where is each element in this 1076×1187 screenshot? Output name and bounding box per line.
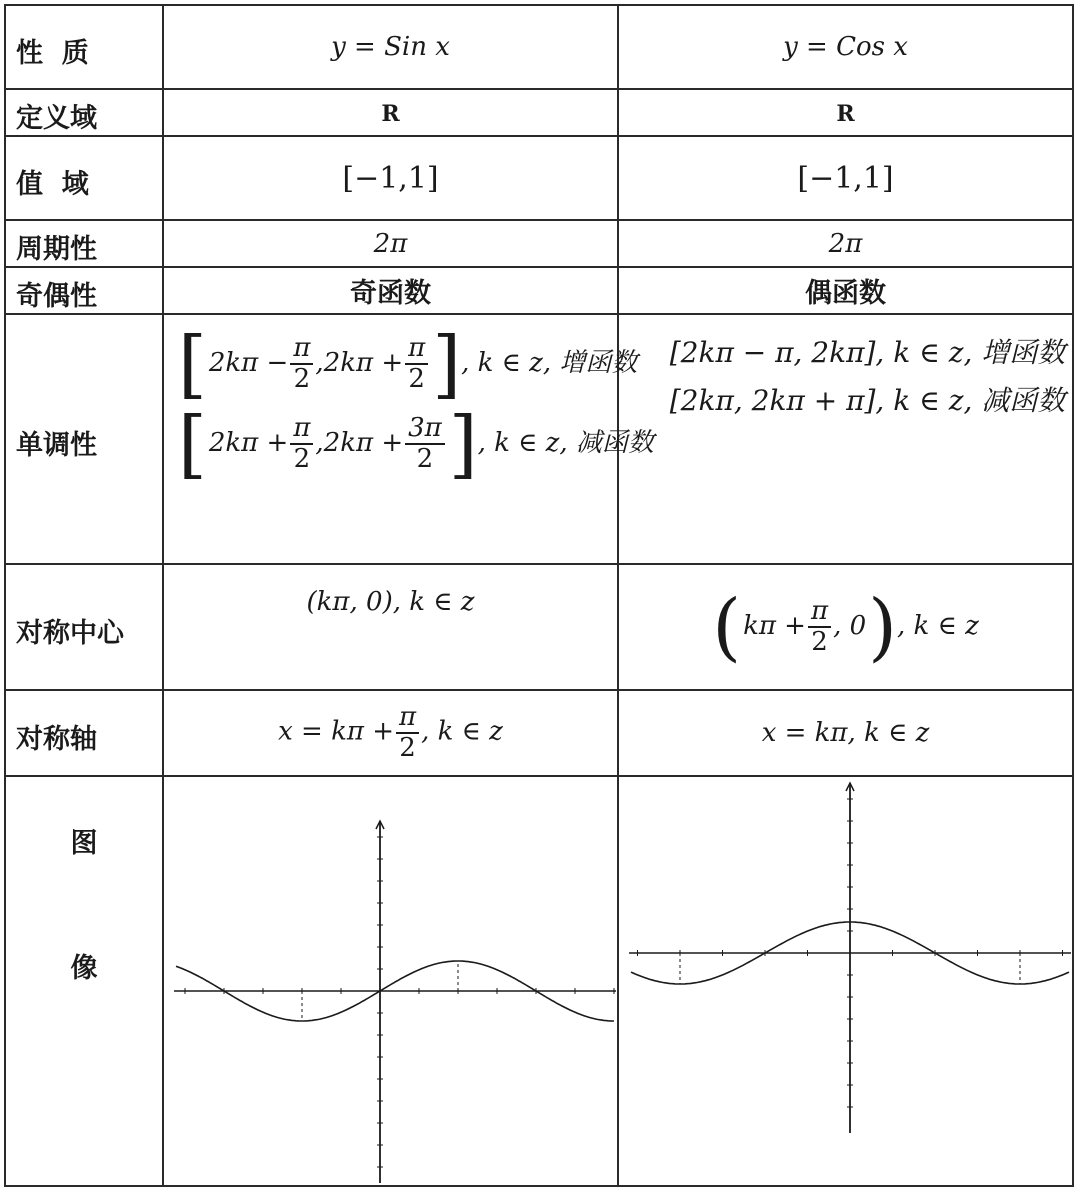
graph-label [5, 776, 163, 1186]
period-sin-value: 2π [163, 220, 618, 267]
monotonicity-label: 单调性 [5, 314, 163, 564]
monotonicity-cos [618, 314, 1073, 564]
center-cos-value: (kπ + $\frac{\pi}{2}$ , 0), k ∈ z [618, 564, 1073, 690]
sin-increasing-interval: [2kπ − $\frac{\pi}{2}$ ,2kπ + $\frac{\pi}{2}$ ], k ∈ z, 增函数 [178, 321, 638, 407]
center-sin-value: (kπ, 0), k ∈ z [306, 587, 475, 617]
row-graph [5, 776, 1073, 1186]
row-domain [5, 89, 1073, 136]
sin-graph-cell [163, 776, 618, 1186]
period-cos-value: 2π [618, 220, 1073, 267]
domain-label: 定义域 [5, 89, 163, 136]
graph-label-top: 图 [70, 828, 98, 859]
header-cos: y = Cos x [618, 5, 1073, 89]
graph-label-bottom: 像 [70, 953, 98, 984]
range-label: 值 域 [5, 136, 163, 220]
parity-sin-value: 奇函数 [350, 278, 431, 309]
domain-cos-value: R [836, 100, 855, 127]
row-period [5, 220, 1073, 267]
monotonicity-sin [163, 314, 654, 564]
domain-sin-value: R [381, 100, 400, 127]
trig-properties-table [4, 4, 1074, 1187]
row-monotonicity [5, 314, 1073, 564]
cos-increasing-interval: [2kπ − π, 2kπ], k ∈ z, 增函数 [669, 336, 1066, 369]
row-symmetry-center [5, 564, 1073, 690]
cos-decreasing-interval: [2kπ, 2kπ + π], k ∈ z, 减函数 [669, 384, 1066, 417]
symmetry-axis-label: 对称轴 [5, 690, 163, 776]
row-range [5, 136, 1073, 220]
range-cos-value: [−1,1] [797, 160, 894, 196]
header-property-label: 性 质 [5, 5, 163, 89]
cos-graph [619, 777, 1072, 1185]
header-row [5, 5, 1073, 89]
symmetry-center-label: 对称中心 [5, 564, 163, 690]
range-sin-value: [−1,1] [342, 160, 439, 196]
row-parity [5, 267, 1073, 314]
period-label: 周期性 [5, 220, 163, 267]
parity-cos-value: 偶函数 [805, 278, 886, 309]
row-symmetry-axis [5, 690, 1073, 776]
parity-label: 奇偶性 [5, 267, 163, 314]
cos-graph-cell [618, 776, 1073, 1186]
axis-cos-value: x = kπ, k ∈ z [618, 690, 1073, 776]
header-sin: y = Sin x [163, 5, 618, 89]
sin-graph [164, 777, 617, 1185]
sin-decreasing-interval: [2kπ + $\frac{\pi}{2}$ ,2kπ + $\frac{3\pi}{2}$ ], k ∈ z, 减函数 [178, 401, 654, 487]
axis-sin-value: x = kπ + $\frac{\pi}{2}$ , k ∈ z [163, 690, 618, 776]
